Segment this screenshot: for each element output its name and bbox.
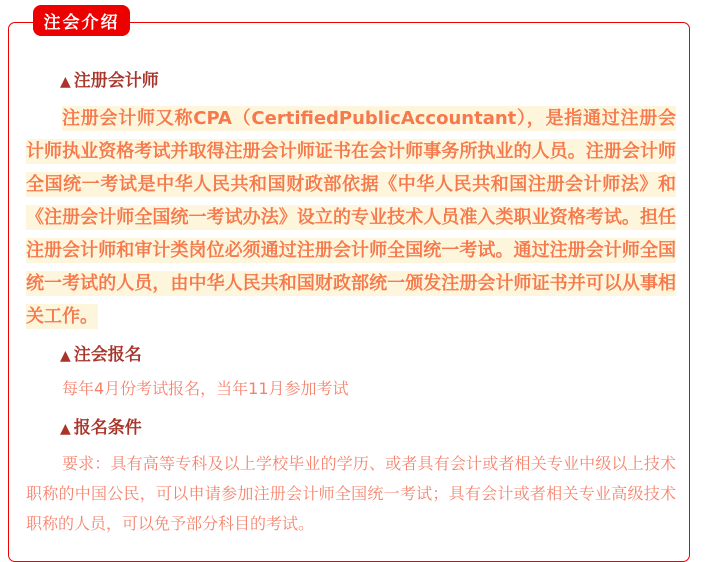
triangle-bullet-icon: ▲ (60, 74, 71, 90)
triangle-bullet-icon: ▲ (60, 421, 71, 437)
section-heading-requirements-label: 报名条件 (73, 418, 142, 438)
section-heading-cpa-label: 注册会计师 (73, 71, 159, 91)
requirements-text: 要求：具有高等专科及以上学校毕业的学历、或者具有会计或者相关专业中级以上技术职称的中国公民，可以申请参加注册会计师全国统一考试；具有会计或者相关专业高级技术职称的人员，可以免予部分科目的考试。 (26, 454, 676, 533)
cpa-intro-paragraph (26, 102, 676, 333)
section-heading-requirements (26, 416, 676, 441)
cpa-intro-highlighted-text: 注册会计师又称CPA（CertifiedPublicAccountant），是指通过注册会计师执业资格考试并取得注册会计师证书在会计师事务所执业的人员。注册会计师全国统一考试是中华人民共和国财政部依据《中华人民共和国注册会计师法》和《注册会计师全国统一考试办法》设立的专业技术人员准入类职业资格考试。担任注册会计师和审计类岗位必须通过注册会计师全国统一考试。通过注册会计师全国统一考试的人员，由中华人民共和国财政部统一颁发注册会计师证书并可以从事相关工作。 (26, 108, 676, 327)
section-heading-signup (26, 343, 676, 368)
section-badge: 注会介绍 (33, 5, 130, 36)
panel-content (9, 23, 689, 539)
section-heading-signup-label: 注会报名 (73, 345, 142, 365)
intro-panel (8, 22, 690, 562)
section-heading-cpa (26, 69, 676, 94)
triangle-bullet-icon: ▲ (60, 348, 71, 364)
signup-schedule-text: 每年4月份考试报名，当年11月参加考试 (62, 379, 349, 398)
